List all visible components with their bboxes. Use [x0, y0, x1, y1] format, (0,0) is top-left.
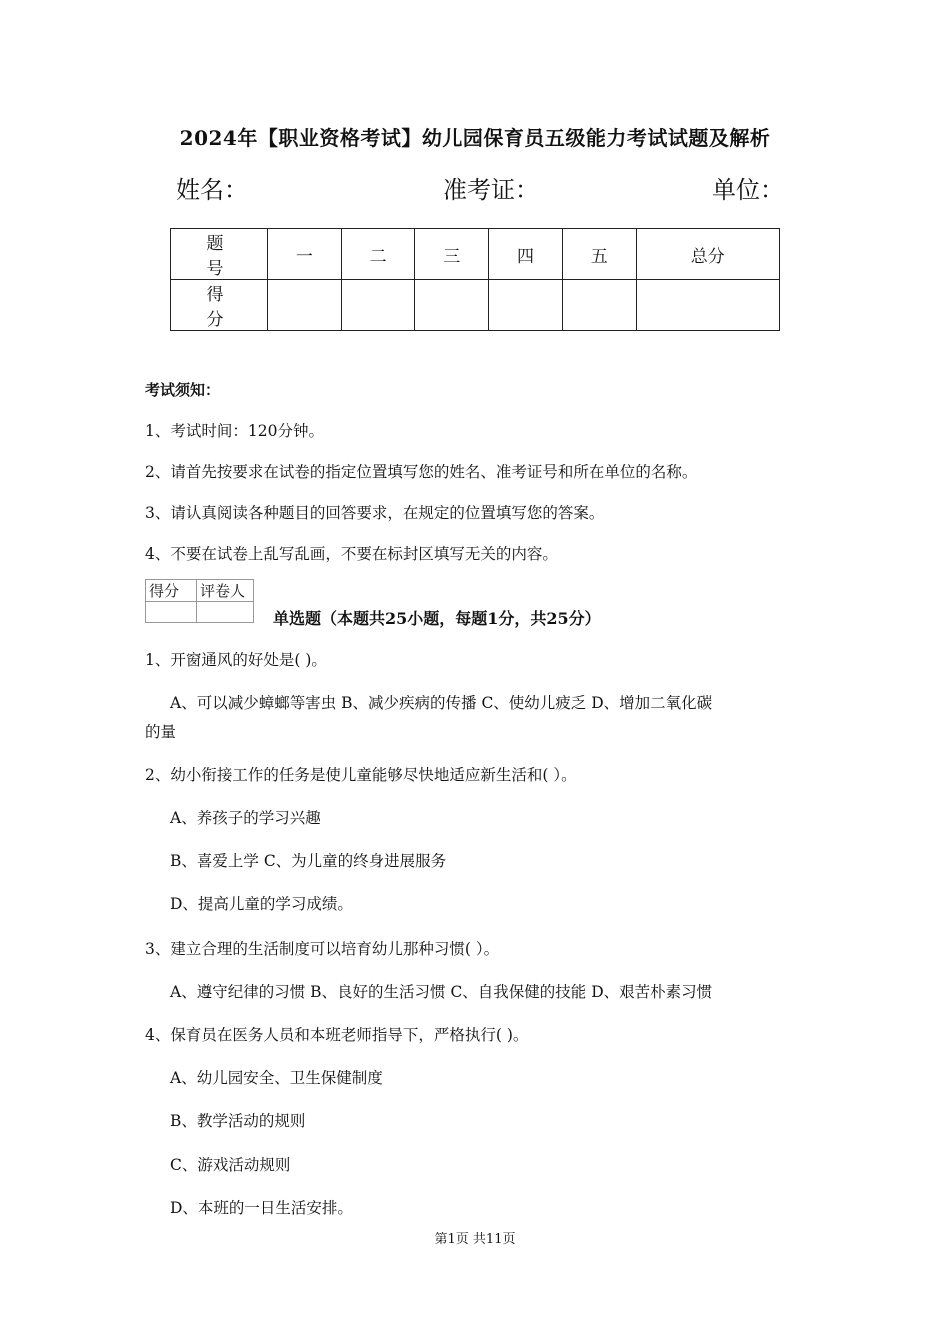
question-options: A、可以减少蟑螂等害虫 B、减少疾病的传播 C、使幼儿疲乏 D、增加二氧化碳 [170, 694, 713, 712]
score-cell [268, 280, 342, 331]
score-table-score-row [171, 280, 780, 331]
question-option: C、游戏活动规则 [170, 1156, 291, 1174]
column-total: 总分 [636, 229, 779, 280]
question-options: 的量 [145, 723, 177, 741]
question-option: A、幼儿园安全、卫生保健制度 [170, 1069, 383, 1087]
question-option: B、教学活动的规则 [170, 1112, 306, 1130]
grader-box [145, 579, 254, 623]
question-option: D、本班的一日生活安排。 [170, 1199, 353, 1217]
unit-field-label: 单位： [712, 176, 784, 204]
row-label-question-number: 题 号 [171, 229, 268, 280]
score-cell [489, 280, 563, 331]
question-stem: 2、幼小衔接工作的任务是使儿童能够尽快地适应新生活和( ）。 [145, 766, 577, 784]
score-cell [562, 280, 636, 331]
document-title: 2024年【职业资格考试】幼儿园保育员五级能力考试试题及解析 [179, 126, 771, 150]
notice-item: 3、请认真阅读各种题目的回答要求，在规定的位置填写您的答案。 [145, 504, 605, 522]
name-field-label: 姓名： [176, 176, 248, 204]
grader-box-grader-label: 评卷人 [197, 580, 254, 602]
exam-id-field-label: 准考证： [443, 176, 539, 204]
question-stem: 4、保育员在医务人员和本班老师指导下，严格执行( )。 [145, 1026, 529, 1044]
notice-item: 1、考试时间：120分钟。 [145, 422, 324, 440]
question-options: A、遵守纪律的习惯 B、良好的生活习惯 C、自我保健的技能 D、艰苦朴素习惯 [170, 983, 713, 1001]
question-stem: 3、建立合理的生活制度可以培育幼儿那种习惯( ）。 [145, 940, 500, 958]
score-table-header-row [171, 229, 780, 280]
grader-box-cell [146, 602, 197, 623]
page-footer: 第1页 共11页 [434, 1232, 516, 1247]
section-title: 单选题（本题共25小题，每题1分，共25分） [273, 609, 601, 628]
row-label-score: 得 分 [171, 280, 268, 331]
score-cell [341, 280, 415, 331]
column-4: 四 [489, 229, 563, 280]
question-option: D、提高儿童的学习成绩。 [170, 895, 353, 913]
grader-box-cell [197, 602, 254, 623]
score-cell [636, 280, 779, 331]
question-option: B、喜爱上学 C、为儿童的终身进展服务 [170, 852, 447, 870]
question-stem: 1、开窗通风的好处是( )。 [145, 651, 327, 669]
notice-item: 2、请首先按要求在试卷的指定位置填写您的姓名、准考证号和所在单位的名称。 [145, 463, 698, 481]
column-3: 三 [415, 229, 489, 280]
question-option: A、养孩子的学习兴趣 [170, 809, 321, 827]
grader-box-score-label: 得分 [146, 580, 197, 602]
score-cell [415, 280, 489, 331]
notice-heading: 考试须知： [145, 381, 221, 399]
column-2: 二 [341, 229, 415, 280]
notice-item: 4、不要在试卷上乱写乱画，不要在标封区填写无关的内容。 [145, 545, 558, 563]
score-table [170, 228, 780, 331]
column-1: 一 [268, 229, 342, 280]
column-5: 五 [562, 229, 636, 280]
